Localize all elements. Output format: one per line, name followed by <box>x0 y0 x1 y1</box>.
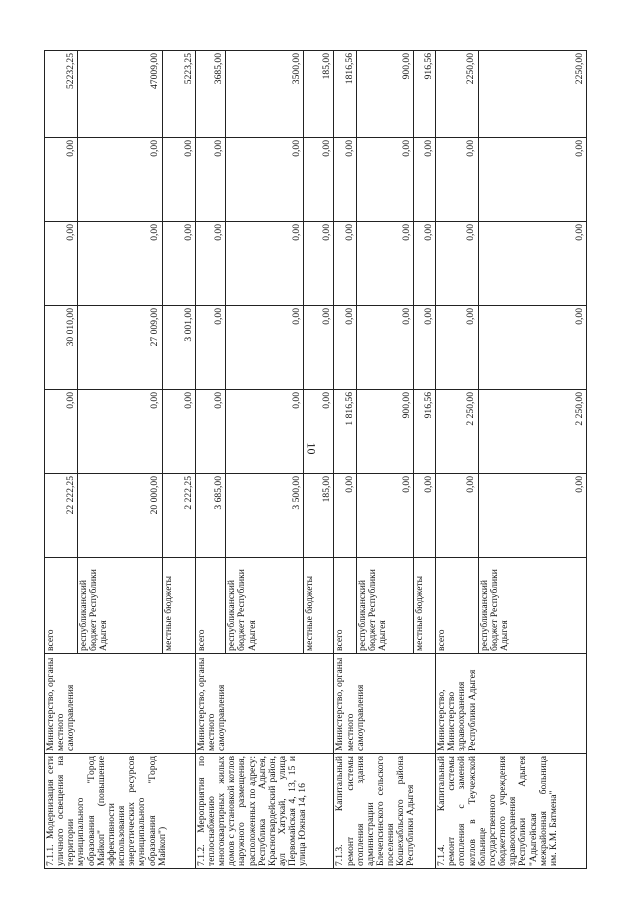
funding-source-cell: республиканский бюджет Республики Адыгея <box>478 558 586 654</box>
total-amount-cell: 3500,00 <box>226 51 304 138</box>
table-row <box>436 51 479 869</box>
total-amount-cell: 916,56 <box>413 51 435 138</box>
amount-cell: 0,00 <box>162 390 195 474</box>
amount-cell: 0,00 <box>195 306 225 390</box>
amount-cell: 185,00 <box>303 474 334 558</box>
amount-cell: 0,00 <box>356 474 413 558</box>
amount-cell: 0,00 <box>436 474 479 558</box>
funding-source-cell: всего <box>45 558 78 654</box>
funding-source-cell: местные бюджеты <box>303 558 334 654</box>
budget-table <box>44 50 587 869</box>
amount-cell: 0,00 <box>334 474 356 558</box>
amount-cell: 0,00 <box>303 138 334 222</box>
amount-cell: 0,00 <box>162 222 195 306</box>
funding-source-cell: республиканский бюджет Республики Адыгея <box>356 558 413 654</box>
amount-cell: 0,00 <box>45 390 78 474</box>
amount-cell: 0,00 <box>413 474 435 558</box>
amount-cell: 0,00 <box>413 138 435 222</box>
funding-source-cell: местные бюджеты <box>413 558 435 654</box>
executor-cell: Министерство, органы местного самоуправления <box>195 654 334 754</box>
amount-cell: 0,00 <box>78 390 162 474</box>
executor-cell: Министерство, Министерство здравоохранения Республики Адыгея <box>436 654 587 754</box>
funding-source-cell: всего <box>334 558 356 654</box>
amount-cell: 30 010,00 <box>45 306 78 390</box>
amount-cell: 916,56 <box>413 390 435 474</box>
table-row <box>45 51 78 869</box>
total-amount-cell: 2250,00 <box>478 51 586 138</box>
funding-source-cell: всего <box>436 558 479 654</box>
amount-cell: 1 816,56 <box>334 390 356 474</box>
amount-cell: 0,00 <box>78 222 162 306</box>
amount-cell: 3 500,00 <box>226 474 304 558</box>
amount-cell: 0,00 <box>356 306 413 390</box>
amount-cell: 2 250,00 <box>436 390 479 474</box>
amount-cell: 0,00 <box>478 474 586 558</box>
amount-cell: 0,00 <box>195 222 225 306</box>
total-amount-cell: 1816,56 <box>334 51 356 138</box>
total-amount-cell: 47009,00 <box>78 51 162 138</box>
amount-cell: 0,00 <box>45 138 78 222</box>
rotated-budget-table-wrapper <box>44 51 587 869</box>
amount-cell: 0,00 <box>436 138 479 222</box>
table-row <box>334 51 356 869</box>
measure-name-cell: 7.1.3. Капитальный ремонт системы отопления здания администрации Блечепсинского сельского поселения Кошехабльского района Республики Адыгея <box>334 754 436 869</box>
funding-source-cell: республиканский бюджет Республики Адыгея <box>78 558 162 654</box>
amount-cell: 0,00 <box>356 138 413 222</box>
amount-cell: 0,00 <box>356 222 413 306</box>
amount-cell: 0,00 <box>226 306 304 390</box>
amount-cell: 0,00 <box>303 390 334 474</box>
amount-cell: 0,00 <box>478 222 586 306</box>
funding-source-cell: республиканский бюджет Республики Адыгея <box>226 558 304 654</box>
amount-cell: 0,00 <box>478 138 586 222</box>
table-body <box>45 51 587 869</box>
funding-source-cell: местные бюджеты <box>162 558 195 654</box>
amount-cell: 0,00 <box>303 222 334 306</box>
amount-cell: 0,00 <box>162 138 195 222</box>
total-amount-cell: 5223,25 <box>162 51 195 138</box>
amount-cell: 0,00 <box>334 306 356 390</box>
amount-cell: 3 685,00 <box>195 474 225 558</box>
amount-cell: 0,00 <box>334 222 356 306</box>
amount-cell: 2 250,00 <box>478 390 586 474</box>
amount-cell: 0,00 <box>78 138 162 222</box>
amount-cell: 0,00 <box>195 390 225 474</box>
amount-cell: 900,00 <box>356 390 413 474</box>
measure-name-cell: 7.1.4. Капитальный ремонт системы отопления с заменой котлов в Теучежской больнице государственного бюджетного учреждения здравоохранения Республики Адыгея "Адыгейская межрайонная больница им. К.М. Батмена" <box>436 754 587 869</box>
total-amount-cell: 2250,00 <box>436 51 479 138</box>
amount-cell: 0,00 <box>413 222 435 306</box>
amount-cell: 20 000,00 <box>78 474 162 558</box>
measure-name-cell: 7.1.1. Модернизация сети уличного освещения на территории муниципального образования "Город Майкоп" (повышение эффективности использования энергетических ресурсов муниципального образования "Город Майкоп") <box>45 754 196 869</box>
table-row <box>195 51 225 869</box>
measure-name-cell: 7.1.2. Мероприятия по теплоснабжению многоквартирных жилых домов с установкой котлов наружного размещения, расположенных по адресу: Республика Адыгея, Красногвардейский район, аул Хатукай, улица Первомайская 4, 13, 15 и улица Южная 14, 16 <box>195 754 334 869</box>
amount-cell: 0,00 <box>226 138 304 222</box>
total-amount-cell: 185,00 <box>303 51 334 138</box>
executor-cell: Министерство, органы местного самоуправления <box>45 654 196 754</box>
amount-cell: 0,00 <box>334 138 356 222</box>
amount-cell: 2 222,25 <box>162 474 195 558</box>
amount-cell: 0,00 <box>413 306 435 390</box>
amount-cell: 0,00 <box>45 222 78 306</box>
amount-cell: 0,00 <box>226 222 304 306</box>
amount-cell: 0,00 <box>195 138 225 222</box>
amount-cell: 3 001,00 <box>162 306 195 390</box>
total-amount-cell: 3685,00 <box>195 51 225 138</box>
total-amount-cell: 52232,25 <box>45 51 78 138</box>
amount-cell: 0,00 <box>436 306 479 390</box>
amount-cell: 27 009,00 <box>78 306 162 390</box>
page-number: 10 <box>304 442 319 455</box>
total-amount-cell: 900,00 <box>356 51 413 138</box>
amount-cell: 0,00 <box>226 390 304 474</box>
amount-cell: 0,00 <box>303 306 334 390</box>
amount-cell: 0,00 <box>478 306 586 390</box>
executor-cell: Министерство, органы местного самоуправления <box>334 654 436 754</box>
amount-cell: 0,00 <box>436 222 479 306</box>
amount-cell: 22 222,25 <box>45 474 78 558</box>
funding-source-cell: всего <box>195 558 225 654</box>
